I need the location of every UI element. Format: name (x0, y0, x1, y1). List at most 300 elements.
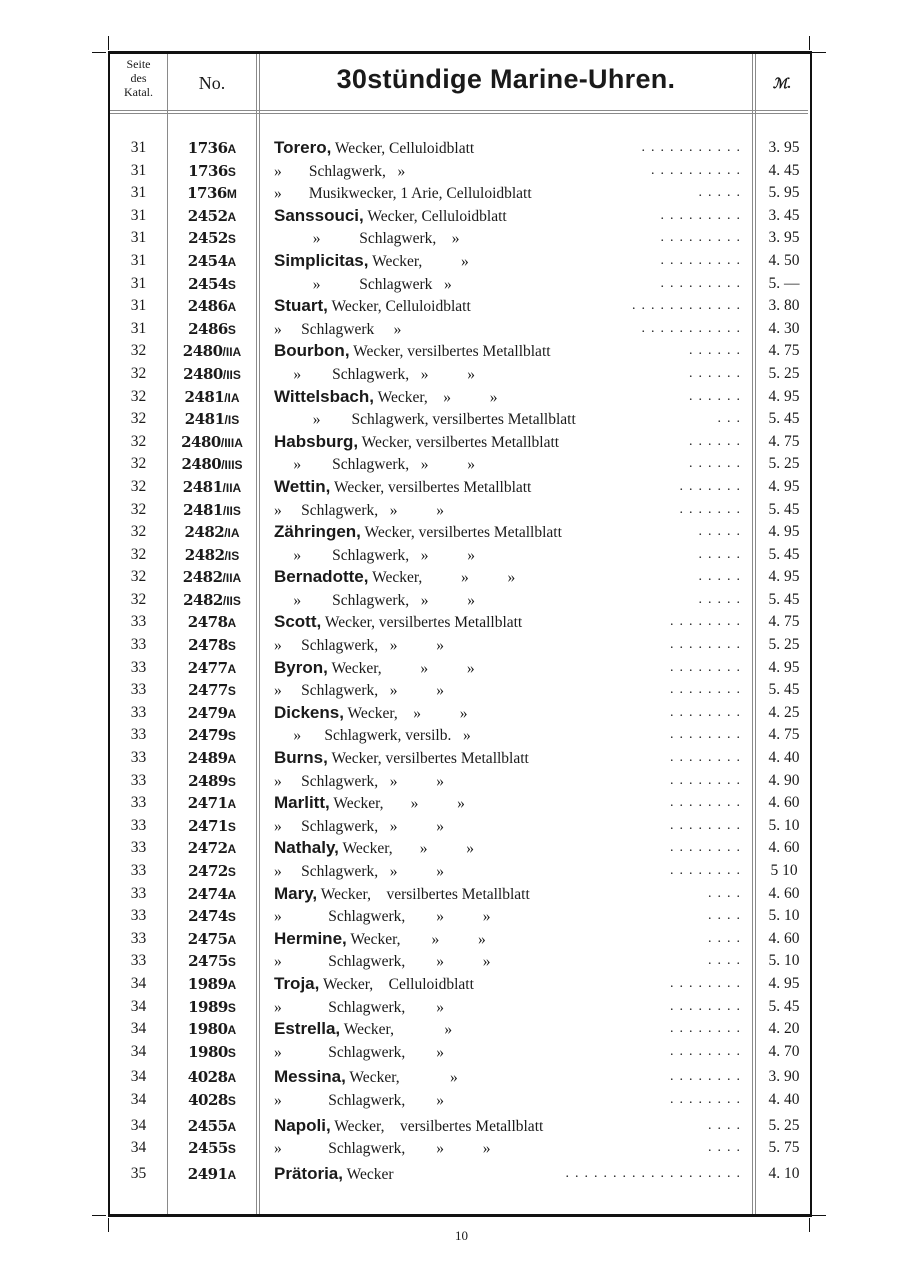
model-details: » Schlagwerk, » (274, 998, 445, 1016)
article-number-suffix: /IA (224, 526, 240, 541)
table-row (110, 1137, 808, 1160)
model-details: Wecker, versilbertes Metallblatt (353, 343, 551, 361)
leader-dots: ........ (670, 727, 746, 743)
crop-mark-top-right-h (812, 52, 826, 53)
article-number-suffix: A (227, 616, 237, 631)
table-row (110, 1041, 808, 1064)
article-number (168, 950, 256, 973)
description (274, 340, 748, 363)
table-row (110, 137, 808, 160)
description (274, 1137, 748, 1160)
price: 4. 75 (768, 726, 800, 744)
article-number (168, 273, 256, 296)
article-number (168, 815, 256, 838)
description (274, 521, 748, 544)
price: 4. 95 (768, 568, 800, 586)
article-number-suffix: /IIA (222, 345, 242, 360)
leader-dots: .... (708, 1117, 746, 1133)
catalog-page-ref: 31 (130, 297, 147, 315)
description (274, 499, 748, 522)
article-number-suffix: S (227, 774, 236, 789)
price: 5. — (768, 274, 800, 292)
model-details: Wecker, » » (372, 569, 516, 587)
price: 5. 10 (768, 907, 800, 925)
description (274, 431, 748, 454)
price: 4. 60 (768, 884, 800, 902)
article-number (168, 634, 256, 657)
price: 5. 75 (768, 1139, 800, 1157)
model-name: Zähringen, (274, 522, 361, 542)
catalog-page-ref: 33 (130, 884, 147, 902)
leader-dots: .... (708, 908, 746, 924)
article-number (168, 657, 256, 680)
table-row (110, 340, 808, 363)
header-no: No. (198, 73, 226, 93)
leader-dots: ..... (698, 591, 746, 607)
catalog-page-ref: 33 (130, 681, 147, 699)
price: 4. 60 (768, 839, 800, 857)
article-number (168, 544, 256, 567)
leader-dots: .... (708, 1140, 746, 1156)
description (274, 453, 748, 476)
leader-dots: ....... (679, 501, 746, 517)
catalog-page-ref: 32 (130, 500, 147, 518)
article-number (168, 363, 256, 386)
article-number (168, 205, 256, 228)
leader-dots: ........... (641, 320, 746, 336)
catalog-page-ref: 32 (130, 477, 147, 495)
model-details: Wecker, Celluloidblatt (331, 298, 471, 316)
model-name: Messina, (274, 1067, 346, 1087)
table-row (110, 544, 808, 567)
article-number (168, 1018, 256, 1041)
table-row (110, 634, 808, 657)
article-number-suffix: S (227, 729, 236, 744)
model-name: Marlitt, (274, 793, 330, 813)
article-number-base: 2471 (188, 816, 228, 835)
article-number (168, 566, 256, 589)
model-details: Wecker, versilbertes Metallblatt (331, 750, 529, 768)
article-number (168, 905, 256, 928)
article-number (168, 770, 256, 793)
catalog-page-ref: 31 (130, 206, 147, 224)
price: 5. 25 (768, 1116, 800, 1134)
article-number-base: 2474 (188, 907, 228, 926)
article-number-suffix: /IIIA (220, 435, 243, 450)
article-number-suffix: A (227, 932, 237, 947)
article-number (168, 250, 256, 273)
article-number-suffix: /IIS (222, 503, 241, 518)
leader-dots: ........ (670, 772, 746, 788)
price: 3. 90 (768, 1068, 800, 1086)
crop-mark-bottom-left-h (92, 1215, 106, 1216)
table-row (110, 747, 808, 770)
table-row (110, 1066, 808, 1089)
model-details: » Schlagwerk, » » (274, 772, 445, 790)
model-details: » Schlagwerk » (274, 275, 452, 293)
catalog-page-ref: 34 (130, 1042, 147, 1060)
price: 4. 70 (768, 1042, 800, 1060)
model-name: Dickens, (274, 702, 344, 722)
model-name: Burns, (274, 748, 328, 768)
description (274, 589, 748, 612)
table-row (110, 386, 808, 409)
price: 5. 45 (768, 681, 800, 699)
table-row (110, 521, 808, 544)
article-number (168, 747, 256, 770)
table-row (110, 860, 808, 883)
catalog-page-ref: 32 (130, 568, 147, 586)
catalog-page-ref: 32 (130, 455, 147, 473)
model-name: Torero, (274, 138, 332, 157)
model-name: Estrella, (274, 1019, 341, 1039)
price: 4. 95 (768, 658, 800, 676)
catalog-page-ref: 34 (130, 1090, 147, 1108)
leader-dots: ..... (698, 546, 746, 562)
article-number-suffix: A (227, 752, 237, 767)
model-name: Nathaly, (274, 838, 339, 858)
leader-dots: ......... (660, 252, 746, 268)
model-details: » Musikwecker, 1 Arie, Celluloidblatt (274, 185, 532, 203)
model-details: » Schlagwerk, » » (274, 456, 476, 474)
price: 5. 25 (768, 636, 800, 654)
catalog-page-ref: 32 (130, 432, 147, 450)
table-row (110, 318, 808, 341)
catalog-page-ref: 33 (130, 749, 147, 767)
table-row (110, 205, 808, 228)
article-number-suffix: /IA (224, 390, 240, 405)
article-number (168, 318, 256, 341)
price: 3. 45 (768, 206, 800, 224)
header-seite-des-katal (110, 57, 167, 99)
article-number (168, 295, 256, 318)
leader-dots: ........ (670, 1069, 746, 1085)
article-number-suffix: A (227, 1119, 237, 1134)
header-seite-line: des (130, 71, 147, 85)
price: 4. 60 (768, 929, 800, 947)
leader-dots: ........ (670, 637, 746, 653)
model-details: » Schlagwerk, » » (274, 908, 491, 926)
article-number (168, 883, 256, 906)
leader-dots: ...... (689, 343, 746, 359)
article-number-base: 2472 (187, 839, 228, 858)
article-number-suffix: A (227, 1167, 237, 1182)
article-number (168, 453, 256, 476)
article-number (168, 1115, 256, 1138)
price: 4. 30 (768, 319, 800, 337)
price: 5. 45 (768, 500, 800, 518)
table-row (110, 250, 808, 273)
description (274, 476, 748, 499)
article-number-suffix: A (227, 842, 237, 857)
catalog-page-ref: 31 (130, 161, 147, 179)
leader-dots: ................... (565, 1165, 746, 1181)
catalog-page-ref: 33 (130, 703, 147, 721)
leader-dots: ........ (670, 1021, 746, 1037)
model-details: » Schlagwerk, » (274, 1091, 445, 1109)
article-number (168, 160, 256, 183)
article-number-suffix: S (227, 819, 236, 834)
model-details: Wecker, » » (347, 704, 468, 722)
article-number-suffix: A (227, 300, 237, 315)
table-row (110, 724, 808, 747)
price: 4. 95 (768, 974, 800, 992)
article-number (168, 996, 256, 1019)
leader-dots: ........ (670, 1091, 746, 1107)
price: 4. 40 (768, 749, 800, 767)
model-details: Wecker, versilbertes Metallblatt (320, 885, 530, 903)
page-number: 10 (455, 1228, 468, 1243)
table-row (110, 499, 808, 522)
model-name: Habsburg, (274, 431, 359, 451)
price: 4. 75 (768, 342, 800, 360)
price: 3. 80 (768, 297, 800, 315)
table-row (110, 182, 808, 205)
article-number (168, 408, 256, 431)
article-number-suffix: S (227, 639, 236, 654)
table-row (110, 815, 808, 838)
header-separator (110, 110, 808, 114)
price: 4. 60 (768, 794, 800, 812)
article-number-base: 2455 (188, 1139, 228, 1158)
article-number (168, 837, 256, 860)
article-number-base: 1980 (187, 1020, 228, 1039)
article-number (168, 137, 256, 160)
catalog-page-ref: 31 (130, 251, 147, 269)
leader-dots: ........ (670, 817, 746, 833)
article-number (168, 860, 256, 883)
leader-dots: ..... (698, 185, 746, 201)
article-number (168, 499, 256, 522)
article-number-base: 2475 (188, 952, 228, 971)
article-number (168, 1041, 256, 1064)
model-details: Wecker, » » (377, 388, 498, 406)
article-number-base: 2452 (188, 229, 228, 248)
article-number-base: 2478 (187, 613, 228, 632)
model-name: Wittelsbach, (274, 386, 374, 406)
catalog-page-ref: 33 (130, 862, 147, 879)
description (274, 182, 748, 205)
article-number-base: 2472 (188, 862, 228, 880)
article-number-suffix: A (227, 209, 237, 224)
table-row (110, 295, 808, 318)
leader-dots: ........ (670, 795, 746, 811)
article-number-base: 2491 (187, 1164, 228, 1183)
model-name: Mary, (274, 883, 318, 903)
model-details: Wecker, versilbertes Metallblatt (364, 524, 562, 542)
article-number-suffix: S (227, 1093, 236, 1108)
article-number-base: 2454 (188, 274, 228, 293)
catalog-page-ref: 31 (130, 184, 147, 202)
catalog-page-ref: 32 (130, 410, 147, 428)
catalog-page-ref: 33 (130, 839, 147, 857)
article-number (168, 679, 256, 702)
article-number-suffix: S (227, 277, 236, 292)
price: 5. 10 (768, 816, 800, 834)
model-name: Sanssouci, (274, 205, 364, 225)
article-number-base: 2479 (187, 703, 228, 722)
model-details: » Schlagwerk, » (274, 162, 406, 180)
article-number-suffix: /IIA (222, 571, 242, 586)
model-details: » Schlagwerk, » (274, 1043, 445, 1061)
article-number (168, 182, 256, 205)
model-details: » Schlagwerk, » (274, 230, 460, 248)
table-row (110, 566, 808, 589)
article-number-base: 2471 (187, 794, 228, 813)
description (274, 363, 748, 386)
model-details: Wecker, » » (350, 930, 486, 948)
article-number-base: 2481 (182, 477, 223, 496)
price: 4. 95 (768, 477, 800, 495)
leader-dots: .... (708, 930, 746, 946)
article-number-base: 2479 (188, 726, 228, 745)
article-number-base: 2477 (188, 681, 228, 700)
page-title: 30stündige Marine-Uhren. (336, 64, 676, 94)
table-row (110, 363, 808, 386)
price: 4. 90 (768, 771, 800, 789)
price: 5. 45 (768, 590, 800, 608)
leader-dots: ........ (670, 863, 746, 878)
model-details: » Schlagwerk, » » (274, 1140, 491, 1158)
model-name: Bernadotte, (274, 567, 369, 587)
article-number-base: 2481 (184, 387, 225, 406)
price: 5. 45 (768, 997, 800, 1015)
catalog-table-body (110, 137, 808, 1185)
model-name: Prätoria, (274, 1163, 343, 1183)
price: 5. 95 (768, 184, 800, 202)
price: 4. 95 (768, 387, 800, 405)
catalog-page-ref: 32 (130, 590, 147, 608)
article-number (168, 611, 256, 634)
article-number-base: 2478 (188, 636, 228, 655)
price: 4. 50 (768, 251, 800, 269)
article-number-base: 1736 (187, 139, 228, 157)
model-details: Wecker, » » (333, 795, 465, 813)
article-number (168, 1089, 256, 1112)
article-number-suffix: S (227, 865, 236, 879)
table-row (110, 476, 808, 499)
table-row (110, 950, 808, 973)
table-row (110, 702, 808, 725)
article-number-base: 2455 (187, 1116, 228, 1135)
article-number (168, 589, 256, 612)
article-number-base: 2486 (188, 319, 228, 338)
model-details: Wecker, versilbertes Metallblatt (324, 614, 523, 632)
leader-dots: ... (717, 411, 746, 427)
article-number-suffix: A (227, 142, 237, 156)
article-number-base: 4028 (187, 1068, 228, 1087)
article-number-suffix: S (227, 164, 236, 179)
leader-dots: ........ (670, 614, 746, 630)
article-number (168, 973, 256, 996)
table-row (110, 408, 808, 431)
table-row (110, 1089, 808, 1112)
top-rule (108, 51, 812, 54)
catalog-page-ref: 31 (130, 274, 147, 292)
article-number-suffix: S (227, 232, 236, 247)
article-number-base: 1736 (187, 184, 227, 203)
article-number-base: 2482 (182, 568, 223, 587)
article-number-base: 2486 (187, 297, 228, 316)
article-number-base: 2475 (187, 929, 228, 948)
model-details: » Schlagwerk, » » (274, 637, 445, 655)
header-seite-line: Katal. (124, 85, 153, 99)
article-number (168, 386, 256, 409)
crop-mark-top-left-v (108, 36, 109, 50)
leader-dots: ............ (632, 298, 746, 314)
article-number-base: 2489 (188, 771, 228, 790)
table-row (110, 837, 808, 860)
model-details: Wecker (346, 1165, 394, 1183)
catalog-page-ref: 32 (130, 523, 147, 541)
catalog-page-ref: 33 (130, 907, 147, 925)
article-number-suffix: S (227, 1045, 236, 1060)
leader-dots: ...... (689, 365, 746, 381)
model-details: » Schlagwerk, versilb. » (274, 727, 471, 745)
price: 4. 75 (768, 432, 800, 450)
article-number (168, 1137, 256, 1160)
catalog-page-ref: 31 (130, 319, 147, 337)
model-details: » Schlagwerk, » » (274, 546, 476, 564)
table-row (110, 770, 808, 793)
model-details: » Schlagwerk » (274, 320, 402, 338)
article-number-suffix: M (226, 187, 237, 202)
model-details: » Schlagwerk, » » (274, 591, 476, 609)
article-number-suffix: S (227, 910, 236, 925)
description (274, 905, 748, 928)
table-row (110, 1115, 808, 1138)
article-number (168, 521, 256, 544)
model-name: Troja, (274, 973, 320, 993)
leader-dots: .......... (651, 162, 746, 178)
article-number-base: 2480 (181, 432, 221, 451)
article-number-base: 2480 (181, 455, 222, 474)
model-name: Wettin, (274, 476, 331, 496)
article-number (168, 476, 256, 499)
model-details: » Schlagwerk, » » (274, 817, 445, 835)
model-details: Wecker, » » (331, 659, 475, 677)
catalog-page-ref: 33 (130, 952, 147, 970)
table-row (110, 589, 808, 612)
price: 4. 95 (768, 523, 800, 541)
table-row (110, 431, 808, 454)
leader-dots: .... (708, 885, 746, 901)
leader-dots: ........ (670, 704, 746, 720)
header-currency-mark: ℳ. (772, 77, 792, 92)
model-name: Byron, (274, 657, 328, 677)
model-details: Wecker, » (343, 1021, 453, 1039)
catalog-page-ref: 34 (130, 974, 147, 992)
article-number-suffix: A (227, 661, 237, 676)
description (274, 950, 748, 973)
leader-dots: ........ (670, 975, 746, 991)
crop-mark-bottom-right-h (812, 1215, 826, 1216)
table-row (110, 1018, 808, 1041)
article-number (168, 724, 256, 747)
leader-dots: ......... (660, 207, 746, 223)
table-row (110, 905, 808, 928)
price: 5. 25 (768, 455, 800, 473)
article-number-suffix: S (227, 322, 236, 337)
price: 5. 45 (768, 410, 800, 428)
article-number-suffix: A (227, 887, 237, 902)
leader-dots: ......... (660, 275, 746, 291)
catalog-page-ref: 33 (130, 771, 147, 789)
article-number (168, 1066, 256, 1089)
price: 5. 25 (768, 364, 800, 382)
model-details: Wecker, Celluloidblatt (334, 140, 475, 157)
model-name: Scott, (274, 612, 322, 632)
